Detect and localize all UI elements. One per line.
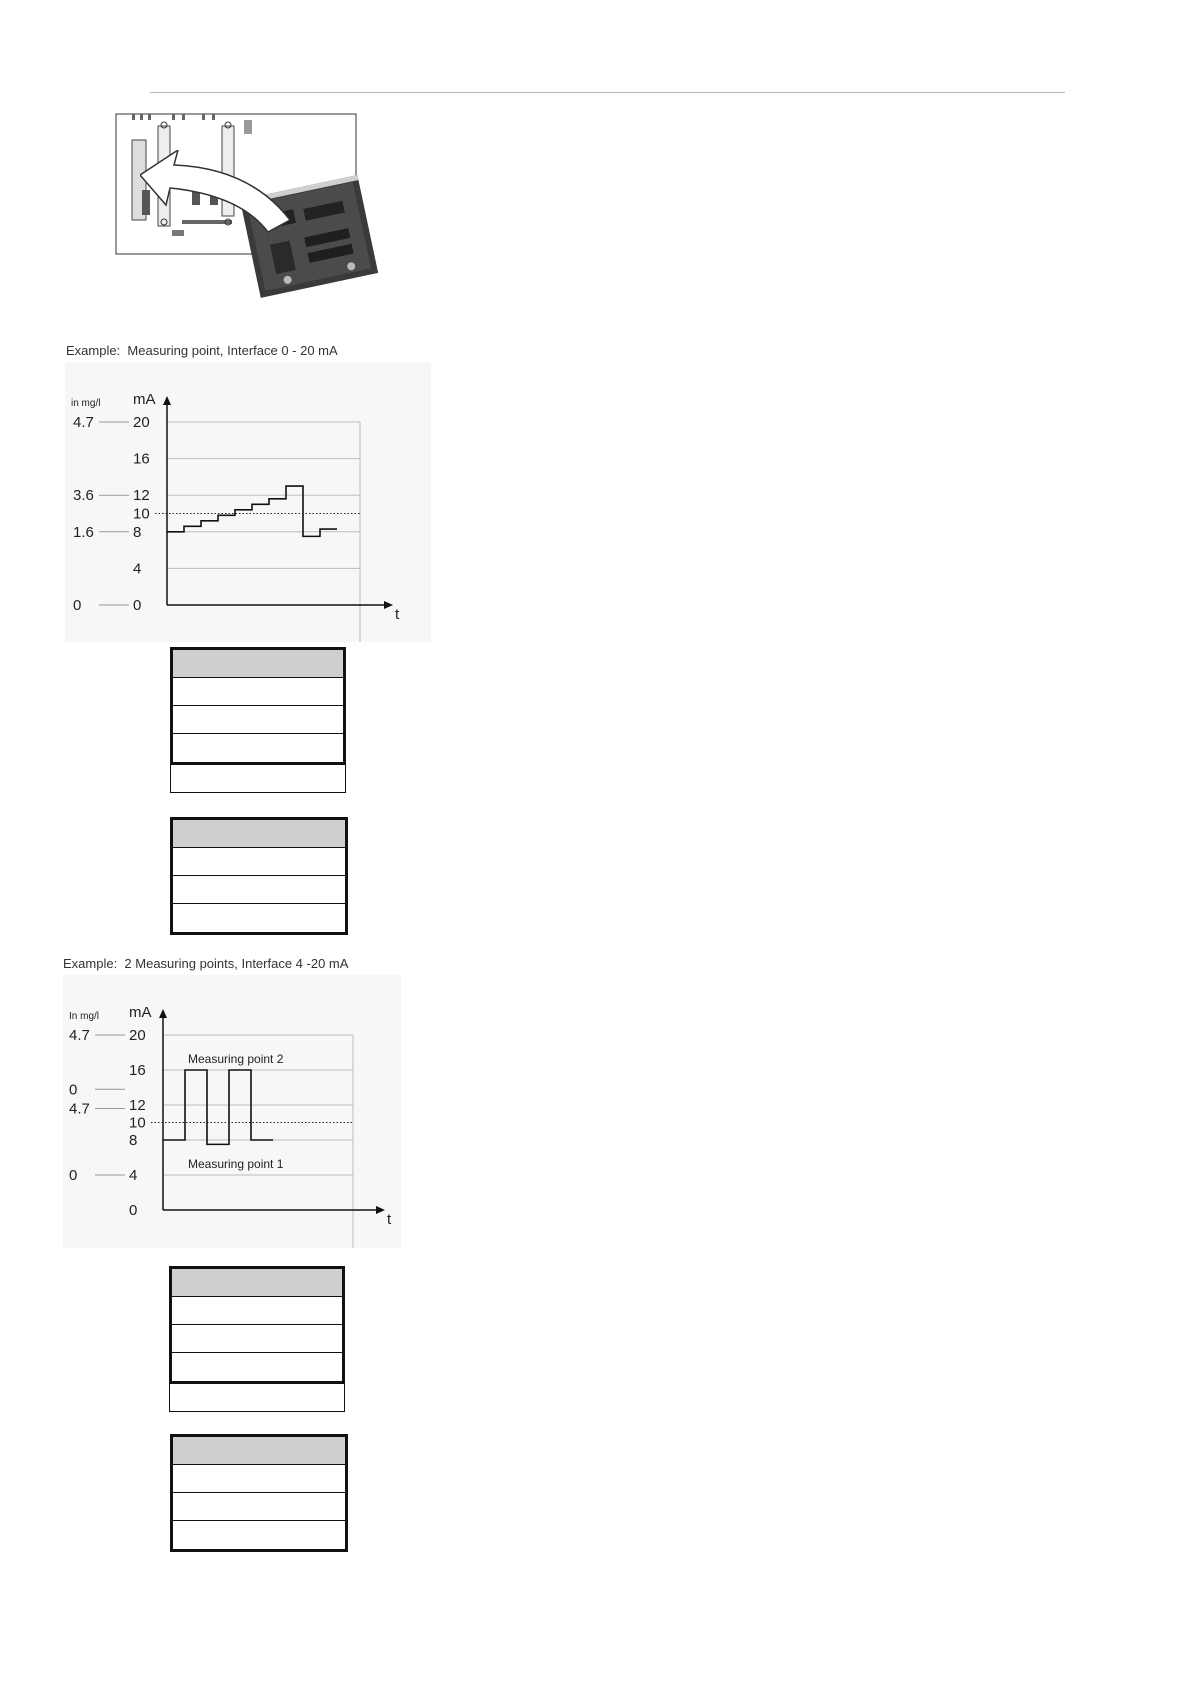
y-axis-label: mA xyxy=(133,391,156,408)
chart-1 xyxy=(65,362,431,642)
mgl-tick-label: 0 xyxy=(69,1167,78,1184)
menu-box-1 xyxy=(170,647,346,793)
ma-tick-label: 4 xyxy=(133,560,142,578)
left-axis-label: in mg/l xyxy=(71,398,101,409)
mgl-tick-label: 0 xyxy=(73,597,82,614)
left-axis-label: In mg/l xyxy=(69,1011,100,1022)
menu-header-row xyxy=(173,650,343,678)
ma-tick-label: 4 xyxy=(129,1167,138,1184)
menu-extra-row xyxy=(170,765,346,793)
ma-tick-label: 16 xyxy=(129,1062,146,1079)
menu-extra-row xyxy=(169,1384,345,1412)
menu-row xyxy=(172,1297,342,1325)
example-1-caption: Example: Measuring point, Interface 0 - 20 mA xyxy=(66,343,338,358)
ma-tick-label: 12 xyxy=(129,1097,146,1114)
menu-row xyxy=(173,678,343,706)
y-axis-arrow xyxy=(159,1009,167,1018)
ma-tick-label: 20 xyxy=(133,414,150,431)
menu-row xyxy=(173,734,343,762)
ma-tick-label: 16 xyxy=(133,450,150,468)
mgl-tick-label: 4.7 xyxy=(73,414,94,431)
y-axis-label: mA xyxy=(129,1004,152,1021)
mgl-tick-label: 4.7 xyxy=(69,1100,90,1118)
x-axis-label: t xyxy=(387,1211,392,1228)
ma-tick-label: 8 xyxy=(133,523,142,541)
mgl-tick-label: 1.6 xyxy=(73,523,94,541)
menu-box-3 xyxy=(169,1266,345,1412)
ma-tick-label: 8 xyxy=(129,1132,138,1149)
mgl-tick-label: 4.7 xyxy=(69,1027,90,1044)
menu-header-row xyxy=(173,1437,345,1465)
ma-tick-label: 10 xyxy=(133,505,150,523)
menu-row xyxy=(172,1325,342,1353)
ma-tick-label: 12 xyxy=(133,487,150,505)
menu-row xyxy=(173,1493,345,1521)
menu-box-2 xyxy=(170,817,348,935)
menu-header-row xyxy=(172,1269,342,1297)
series-line xyxy=(163,1070,273,1144)
menu-row xyxy=(173,706,343,734)
annotation-label: Measuring point 2 xyxy=(188,1052,284,1066)
chart-2 xyxy=(63,975,401,1248)
menu-row xyxy=(173,1465,345,1493)
y-axis-arrow xyxy=(163,396,171,405)
menu-row xyxy=(173,904,345,932)
mgl-tick-label: 3.6 xyxy=(73,487,94,505)
x-axis-arrow xyxy=(384,601,393,609)
ma-tick-label: 20 xyxy=(129,1027,146,1044)
annotation-label: Measuring point 1 xyxy=(188,1157,284,1171)
header-rule xyxy=(150,92,1065,93)
ma-tick-label: 0 xyxy=(129,1202,138,1219)
x-axis-arrow xyxy=(376,1206,385,1214)
curved-arrow-icon xyxy=(140,150,300,240)
menu-row xyxy=(173,1521,345,1549)
mgl-tick-label: 0 xyxy=(69,1081,78,1099)
menu-box-4 xyxy=(170,1434,348,1552)
example-2-caption: Example: 2 Measuring points, Interface 4 -20 mA xyxy=(63,956,349,971)
ma-tick-label: 10 xyxy=(129,1114,146,1132)
series-line xyxy=(167,486,337,536)
ma-tick-label: 0 xyxy=(133,597,142,614)
menu-row xyxy=(173,876,345,904)
menu-row xyxy=(172,1353,342,1381)
menu-row xyxy=(173,848,345,876)
menu-header-row xyxy=(173,820,345,848)
x-axis-label: t xyxy=(395,606,400,623)
